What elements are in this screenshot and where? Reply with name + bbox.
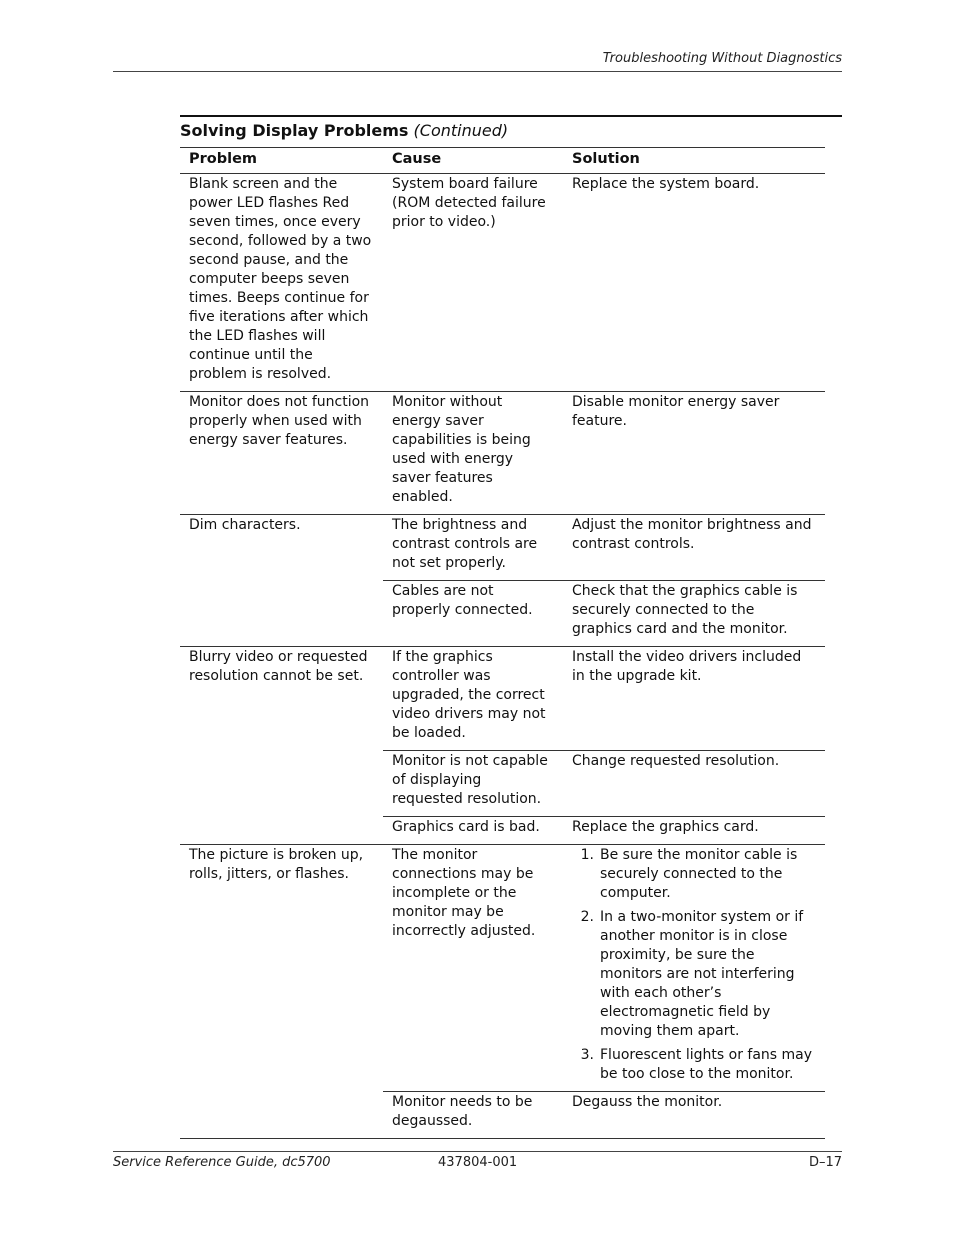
solution-cell: Change requested resolution. bbox=[563, 751, 825, 817]
solution-step bbox=[572, 846, 817, 903]
solution-cell: Replace the graphics card. bbox=[563, 817, 825, 845]
column-header-problem: Problem bbox=[180, 148, 383, 174]
footer-guide-title: Service Reference Guide, dc5700 bbox=[113, 1155, 331, 1170]
step-number: 3. bbox=[580, 1047, 594, 1063]
page-footer bbox=[113, 1155, 842, 1173]
footer-rule bbox=[113, 1151, 842, 1152]
footer-part-number: 437804-001 bbox=[438, 1155, 518, 1170]
solution-cell: Degauss the monitor. bbox=[563, 1092, 825, 1139]
table-row bbox=[180, 515, 825, 581]
table-title bbox=[180, 117, 842, 147]
cause-cell: If the graphics controller was upgraded, the correct video drivers may not be loaded. bbox=[383, 647, 563, 751]
table-row bbox=[180, 174, 825, 392]
problem-cell: Blurry video or requested resolution cannot be set. bbox=[180, 647, 383, 845]
step-number: 2. bbox=[580, 909, 594, 925]
column-header-cause: Cause bbox=[383, 148, 563, 174]
problem-cell: The picture is broken up, rolls, jitters, or flashes. bbox=[180, 845, 383, 1139]
table-row bbox=[180, 647, 825, 751]
problem-cell: Monitor does not function properly when used with energy saver features. bbox=[180, 392, 383, 515]
display-problems-table bbox=[180, 147, 825, 1139]
solution-cell: Disable monitor energy saver feature. bbox=[563, 392, 825, 515]
table-row bbox=[180, 392, 825, 515]
solution-step bbox=[572, 1046, 817, 1084]
step-text: In a two-monitor system or if another monitor is in close proximity, be sure the monitors are not interfering with each other’s electromagnetic field by moving them apart. bbox=[600, 909, 804, 1039]
table-row bbox=[180, 845, 825, 1092]
problem-cell: Dim characters. bbox=[180, 515, 383, 647]
troubleshooting-table-block bbox=[180, 115, 842, 1139]
solution-cell: Install the video drivers included in the upgrade kit. bbox=[563, 647, 825, 751]
cause-cell: Monitor needs to be degaussed. bbox=[383, 1092, 563, 1139]
cause-cell: System board failure (ROM detected failure prior to video.) bbox=[392, 176, 546, 230]
column-header-solution: Solution bbox=[563, 148, 825, 174]
cause-cell: Monitor without energy saver capabilities is being used with energy saver features enabled. bbox=[383, 392, 563, 515]
cause-cell: Monitor is not capable of displaying requested resolution. bbox=[383, 751, 563, 817]
step-text: Be sure the monitor cable is securely connected to the computer. bbox=[600, 847, 798, 901]
table-title-main: Solving Display Problems bbox=[180, 121, 409, 140]
cause-cell: The monitor connections may be incomplete or the monitor may be incorrectly adjusted. bbox=[383, 845, 563, 1092]
cause-cell: The brightness and contrast controls are not set properly. bbox=[383, 515, 563, 581]
cause-cell: Graphics card is bad. bbox=[383, 817, 563, 845]
step-text: Fluorescent lights or fans may be too close to the monitor. bbox=[600, 1047, 813, 1082]
cause-cell: Cables are not properly connected. bbox=[383, 581, 563, 647]
step-number: 1. bbox=[580, 847, 594, 863]
table-title-suffix: (Continued) bbox=[413, 121, 509, 140]
table-header-row bbox=[180, 148, 825, 174]
running-header: Troubleshooting Without Diagnostics bbox=[602, 51, 842, 66]
solution-cell bbox=[563, 845, 825, 1092]
solution-steps bbox=[572, 846, 817, 1084]
header-rule bbox=[113, 71, 842, 72]
footer-page-number: D–17 bbox=[808, 1155, 842, 1170]
problem-cell: Blank screen and the power LED flashes Red seven times, once every second, followed by a two second pause, and the computer beeps seven times. Beeps continue for five iterations after which the LED flashes will continue until the problem is resolved. bbox=[189, 176, 372, 382]
solution-cell: Check that the graphics cable is securely connected to the graphics card and the monitor. bbox=[563, 581, 825, 647]
solution-step bbox=[572, 908, 817, 1041]
solution-cell: Adjust the monitor brightness and contrast controls. bbox=[563, 515, 825, 581]
solution-cell: Replace the system board. bbox=[572, 176, 760, 192]
